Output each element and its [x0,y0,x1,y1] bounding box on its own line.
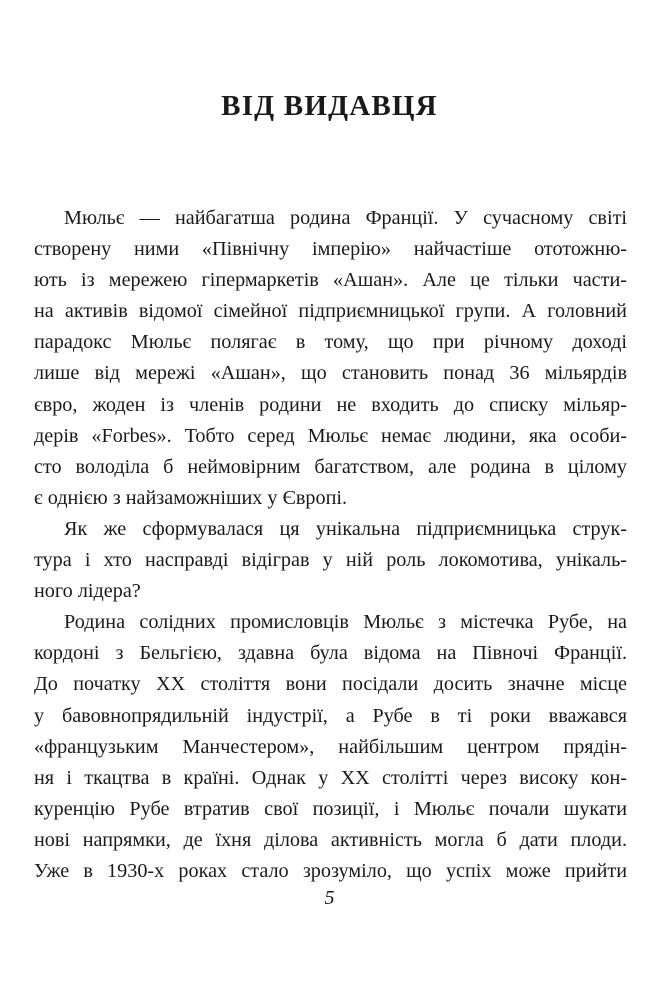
text-line: «французьким Манчестером», найбільшим центром прядін- [34,735,627,758]
text-line: ного лідера? [34,580,141,603]
text-line: ня і ткацтва в країні. Однак у XX столітті через високу кон- [34,766,627,789]
page-number: 5 [324,887,335,909]
text-line: створену ними «Північну імперію» найчастіше ототожню- [34,238,627,261]
chapter-heading: ВІД ВИДАВЦЯ [221,90,438,122]
text-line: євро, жоден із членів родини не входить до списку мільяр- [34,393,627,416]
text-line: на активів відомої сімейної підприємницької групи. А головний [34,300,627,323]
text-line: куренцію Рубе втратив свої позиції, і Мюльє почали шукати [34,797,627,820]
text-line: дерів «Forbes». Тобто серед Мюльє немає людини, яка особи- [34,424,627,447]
text-line: парадокс Мюльє полягає в тому, що при річному доході [34,331,627,354]
text-line: До початку XX століття вони посідали досить значне місце [34,673,627,696]
text-line: Родина солідних промисловців Мюльє з містечка Рубе, на [64,611,627,634]
text-line: кордоні з Бельгією, здавна була відома на Півночі Франції. [34,642,627,665]
text-line: Мюльє — найбагатша родина Франції. У сучасному світі [64,207,627,229]
text-line: тура і хто насправді відіграв у ній роль локомотива, унікаль- [34,549,627,572]
text-line: є однією з найзаможніших у Європі. [34,486,348,509]
text-line: у бавовнопрядильній індустрії, а Рубе в ті роки вважався [34,704,627,727]
text-line: лише від мережі «Ашан», що становить понад 36 мільярдів [34,362,627,385]
text-line: ють із мережею гіпермаркетів «Ашан». Але це тільки части- [34,269,627,292]
text-line: Як же сформувалася ця унікальна підприємницька струк- [64,517,627,540]
text-line: нові напрямки, де їхня ділова активність могла б дати плоди. [34,828,627,851]
body-text [34,203,627,887]
text-line: сто володіла б неймовірним багатством, але родина в цілому [34,455,627,478]
text-line: Уже в 1930-х роках стало зрозуміло, що успіх може прийти [34,859,627,882]
